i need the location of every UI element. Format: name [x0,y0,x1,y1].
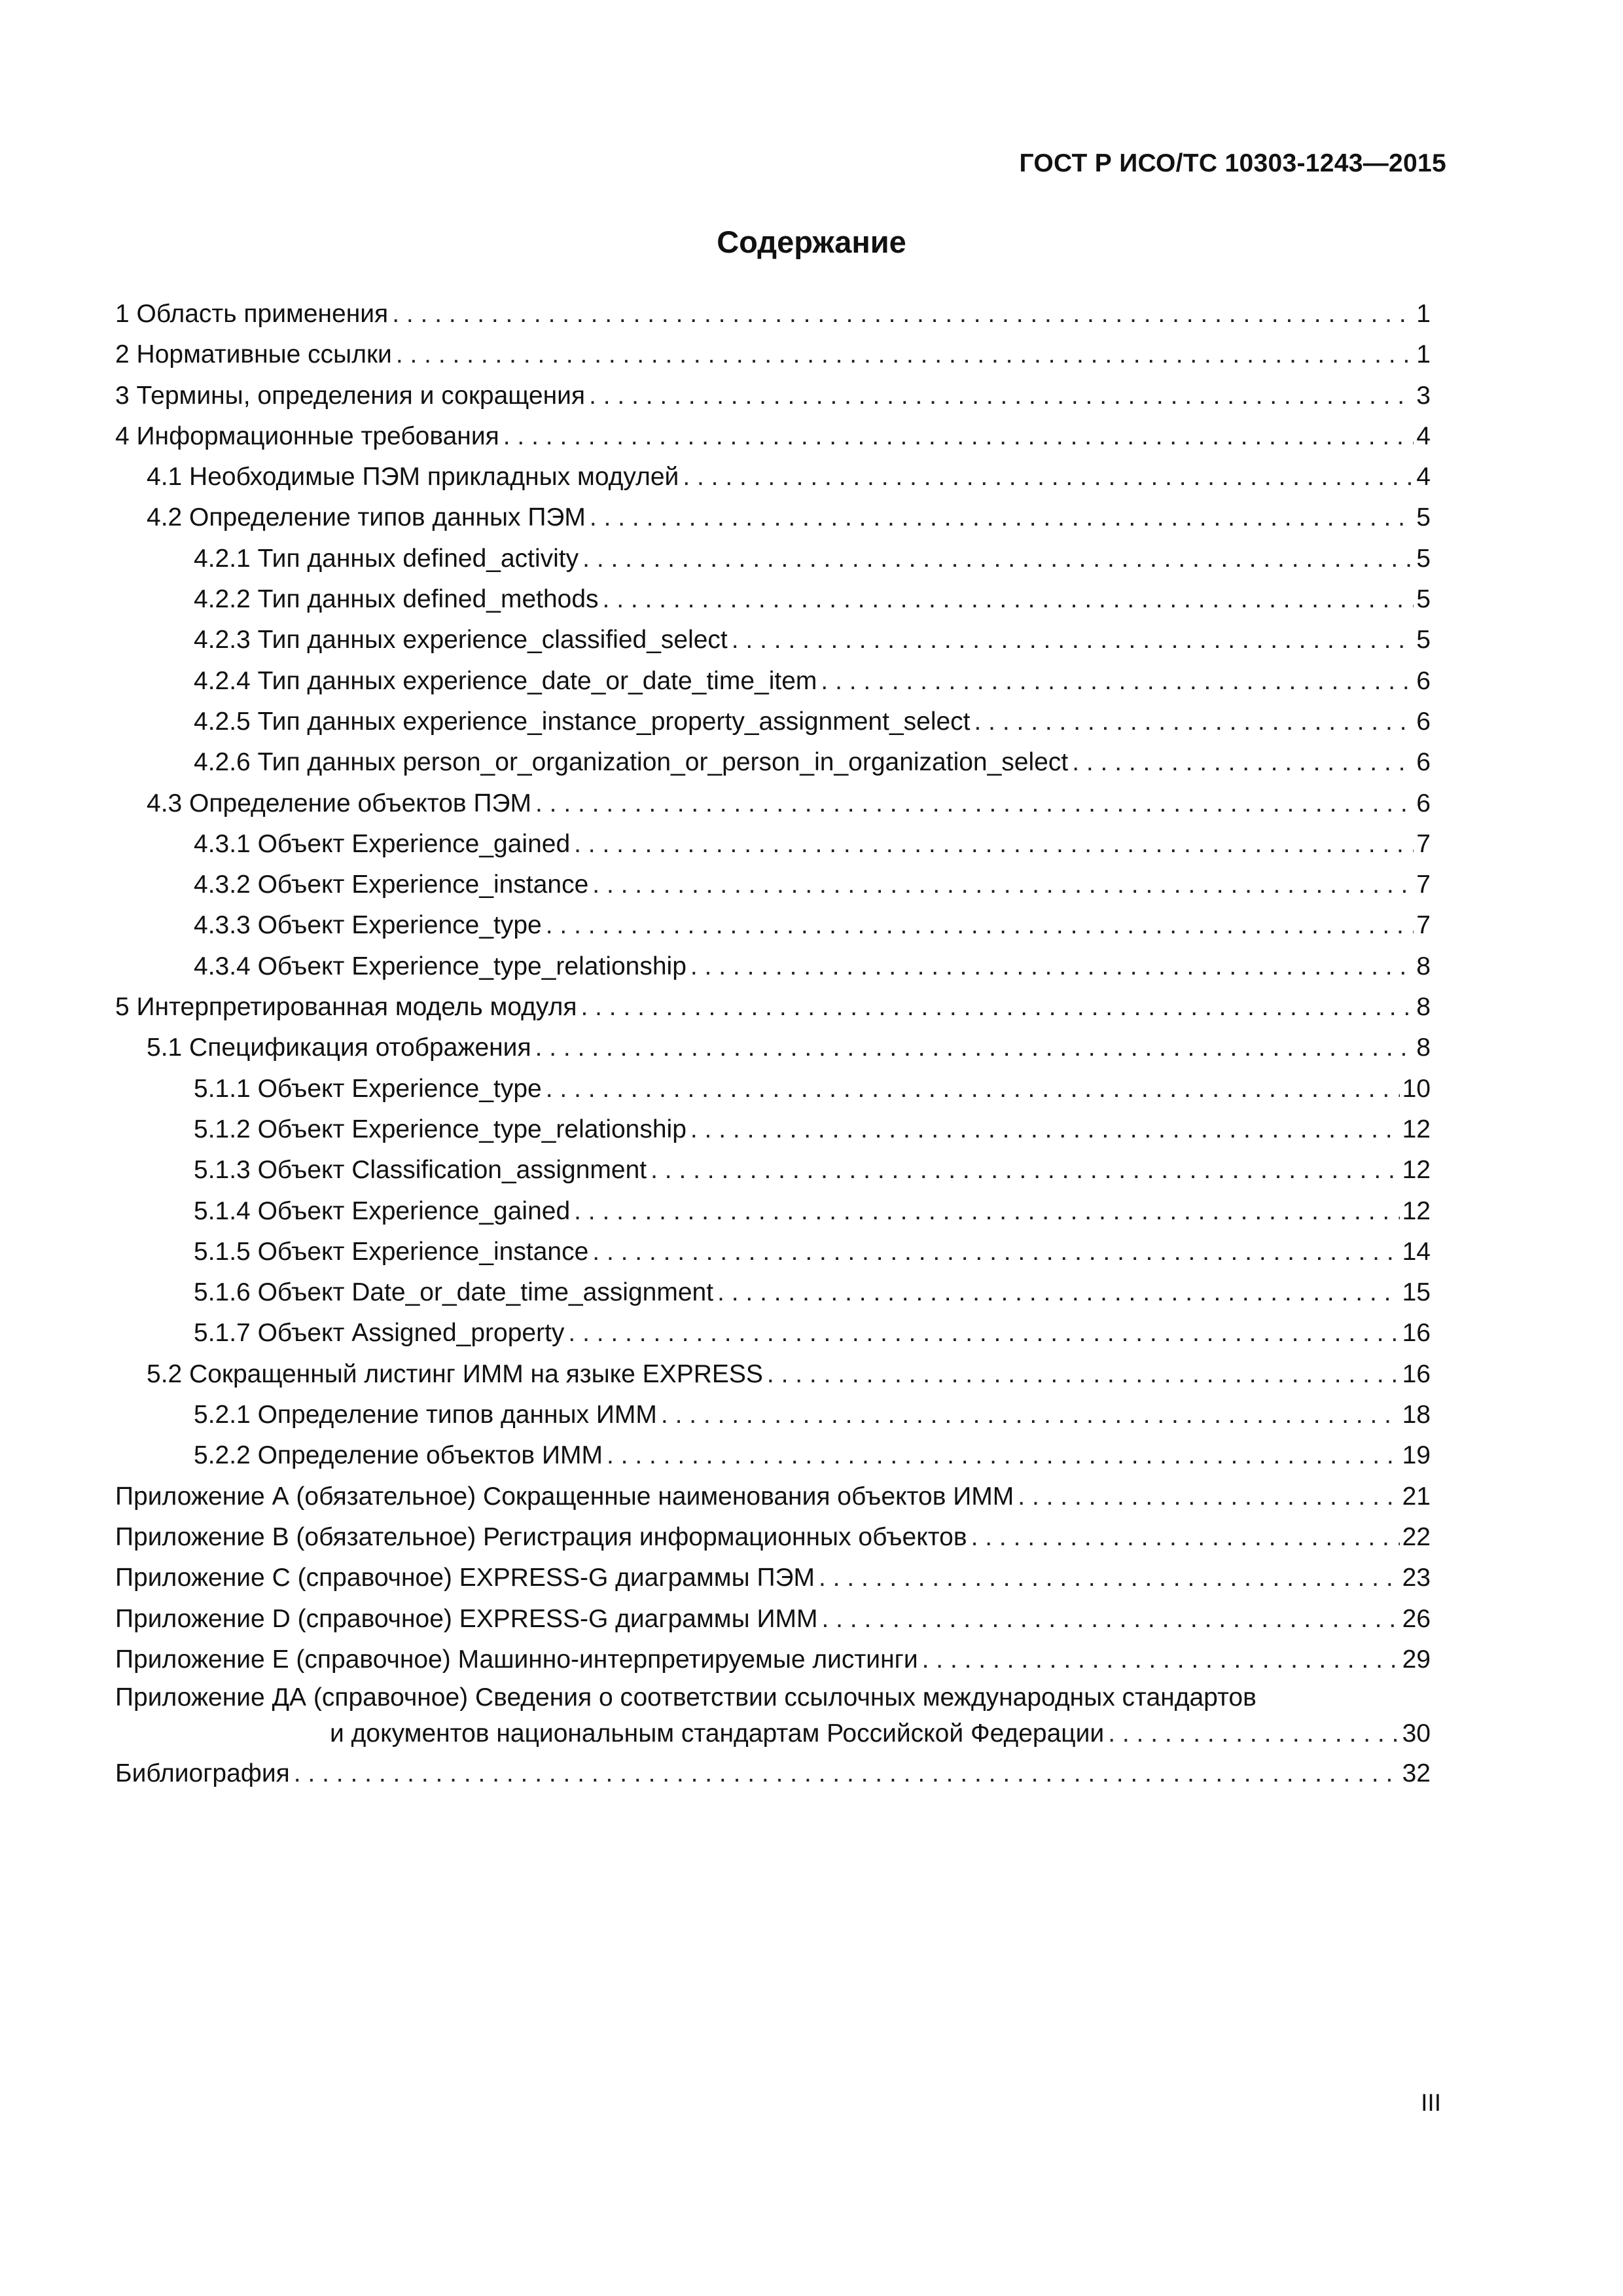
toc-entry[interactable] [115,334,1431,375]
toc-entry-page: 1 [1416,300,1431,328]
dot-leader [1018,1477,1399,1517]
toc-entry-label: Приложение А (обязательное) Сокращенные наименования объектов ИММ [115,1482,1014,1511]
toc-entry-label: 4.2.3 Тип данных experience_classified_select [194,626,728,655]
dot-leader [683,457,1414,497]
dot-leader [590,497,1414,538]
dot-leader [607,1435,1400,1476]
toc-entry[interactable] [115,1109,1431,1150]
toc-entry[interactable] [115,702,1431,742]
toc-entry-label: и документов национальным стандартам Российской Федерации [330,1719,1105,1748]
dot-leader [392,294,1414,334]
toc-entry-page: 8 [1416,1033,1431,1062]
toc-entry-continuation [115,1715,1431,1752]
dot-leader [1072,742,1414,783]
dot-leader [603,579,1414,620]
toc-entry-page: 4 [1416,463,1431,492]
toc-entry-page: 12 [1402,1196,1431,1225]
toc-entry[interactable] [115,294,1431,334]
toc-entry[interactable] [115,416,1431,457]
toc-entry-page: 18 [1402,1401,1431,1429]
dot-leader [592,865,1414,905]
toc-entry-label: Библиография [115,1759,290,1788]
dot-leader [767,1354,1400,1395]
dot-leader [690,1109,1400,1150]
toc-entry[interactable] [115,1191,1431,1232]
toc-entry-page: 6 [1416,666,1431,695]
toc-entry-label: 5.1 Спецификация отображения [147,1033,531,1062]
table-of-contents [115,294,1431,1794]
toc-entry-label: 4.2.1 Тип данных defined_activity [194,544,579,573]
toc-entry-page: 32 [1402,1759,1431,1788]
toc-entry[interactable] [115,1232,1431,1272]
toc-entry[interactable] [115,987,1431,1028]
dot-leader [568,1313,1399,1354]
toc-entry[interactable] [115,620,1431,660]
dot-leader [546,1069,1400,1109]
dot-leader [922,1640,1400,1680]
toc-entry[interactable] [115,579,1431,620]
toc-entry-label: 4.3 Определение объектов ПЭМ [147,789,531,817]
dot-leader [294,1753,1400,1794]
toc-entry-page: 5 [1416,503,1431,532]
toc-entry[interactable] [115,1477,1431,1517]
toc-entry-page: 6 [1416,789,1431,817]
toc-entry-label: 5.1.6 Объект Date_or_date_time_assignment [194,1278,714,1307]
toc-entry-page: 3 [1416,381,1431,410]
dot-leader [535,783,1414,824]
toc-entry-page: 26 [1402,1604,1431,1633]
toc-entry-label: 4.3.1 Объект Experience_gained [194,829,571,858]
toc-entry-label: 5.2.2 Определение объектов ИММ [194,1441,603,1470]
toc-entry-label: Приложение В (обязательное) Регистрация информационных объектов [115,1522,967,1551]
toc-entry-page: 5 [1416,626,1431,655]
toc-entry-label: 5.1.3 Объект Classification_assignment [194,1156,647,1185]
toc-entry-page: 7 [1416,829,1431,858]
toc-entry-page: 1 [1416,340,1431,369]
toc-entry-label: Приложение Е (справочное) Машинно-интерпретируемые листинги [115,1645,918,1674]
dot-leader [574,824,1414,865]
dot-leader [821,661,1414,702]
toc-entry-page: 8 [1416,993,1431,1022]
toc-entry[interactable] [115,1599,1431,1640]
toc-entry-page: 5 [1416,544,1431,573]
toc-entry-label: Приложение D (справочное) EXPRESS-G диаграммы ИММ [115,1604,818,1633]
dot-leader [589,376,1414,416]
toc-entry-page: 16 [1402,1319,1431,1348]
toc-entry-label: 5.1.7 Объект Assigned_property [194,1319,565,1348]
dot-leader [582,539,1414,579]
toc-entry[interactable] [115,1354,1431,1395]
toc-entry-label: 5.1.4 Объект Experience_gained [194,1196,571,1225]
dot-leader [1108,1715,1399,1752]
toc-entry[interactable] [115,376,1431,416]
toc-entry-page: 19 [1402,1441,1431,1470]
toc-entry-page: 12 [1402,1115,1431,1143]
dot-leader [503,416,1414,457]
toc-entry-page: 7 [1416,870,1431,899]
toc-entry-label: 4.3.4 Объект Experience_type_relationship [194,952,687,980]
dot-leader [592,1232,1399,1272]
dot-leader [580,987,1414,1028]
toc-entry[interactable] [115,1640,1431,1680]
toc-entry[interactable] [115,783,1431,824]
toc-entry-label: 5.1.5 Объект Experience_instance [194,1237,589,1266]
toc-entry[interactable] [115,1517,1431,1558]
toc-entry-page: 4 [1416,422,1431,450]
toc-entry-label: 5.2.1 Определение типов данных ИММ [194,1401,657,1429]
dot-leader [974,702,1414,742]
document-code: ГОСТ Р ИСО/ТС 10303-1243—2015 [1019,149,1446,177]
toc-entry-page: 14 [1402,1237,1431,1266]
toc-entry-page: 7 [1416,911,1431,940]
toc-entry-label: 4.2.6 Тип данных person_or_organization_or_person_in_organization_select [194,748,1069,777]
toc-entry-label: 4.2.4 Тип данных experience_date_or_date_time_item [194,666,817,695]
toc-entry-label: 2 Нормативные ссылки [115,340,392,369]
toc-entry-page: 16 [1402,1359,1431,1388]
toc-entry-label: 5.1.1 Объект Experience_type [194,1074,542,1103]
toc-entry-label: 4.2.2 Тип данных defined_methods [194,585,599,614]
toc-entry-page: 22 [1402,1522,1431,1551]
toc-entry-page: 21 [1402,1482,1431,1511]
toc-entry[interactable] [115,661,1431,702]
dot-leader [821,1599,1399,1640]
dot-leader [661,1395,1400,1435]
toc-entry-page: 8 [1416,952,1431,980]
page-number: III [1421,2089,1441,2116]
toc-entry-label: 1 Область применения [115,300,389,328]
toc-entry[interactable] [115,1435,1431,1476]
toc-entry-label: 4 Информационные требования [115,422,499,450]
toc-entry-page: 23 [1402,1564,1431,1592]
dot-leader [574,1191,1399,1232]
dot-leader [690,946,1414,987]
dot-leader [535,1028,1414,1068]
toc-entry-label: 4.2.5 Тип данных experience_instance_property_assignment_select [194,707,971,736]
dot-leader [732,620,1414,660]
toc-entry-label: 4.2 Определение типов данных ПЭМ [147,503,586,532]
toc-entry-label: 4.1 Необходимые ПЭМ прикладных модулей [147,463,679,492]
toc-entry-label: Приложение С (справочное) EXPRESS-G диаграммы ПЭМ [115,1564,815,1592]
dot-leader [396,334,1414,375]
toc-entry[interactable] [115,1313,1431,1354]
dot-leader [651,1150,1400,1191]
dot-leader [819,1558,1400,1598]
toc-entry-page: 6 [1416,707,1431,736]
toc-entry-page: 6 [1416,748,1431,777]
toc-entry[interactable] [115,1069,1431,1109]
toc-entry-page: 5 [1416,585,1431,614]
toc-title: Содержание [717,224,906,259]
dot-leader [971,1517,1400,1558]
toc-entry[interactable] [115,1558,1431,1598]
dot-leader [546,905,1414,946]
toc-entry-label: 5.2 Сокращенный листинг ИММ на языке EXPRESS [147,1359,763,1388]
toc-entry[interactable] [115,497,1431,538]
toc-entry-label: Приложение ДА (справочное) Сведения о соответствии ссылочных международных стандартов [115,1683,1257,1712]
toc-entry-label: 5.1.2 Объект Experience_type_relationship [194,1115,687,1143]
toc-entry[interactable] [115,865,1431,905]
toc-entry[interactable] [115,457,1431,497]
toc-entry-page: 30 [1402,1719,1431,1748]
toc-entry[interactable] [115,946,1431,987]
toc-entry-page: 15 [1402,1278,1431,1307]
dot-leader [717,1272,1400,1313]
toc-entry[interactable] [115,905,1431,946]
toc-entry-bibliography[interactable] [115,1753,1431,1794]
toc-entry-page: 12 [1402,1156,1431,1185]
toc-entry[interactable] [115,1150,1431,1191]
toc-entry[interactable] [115,1395,1431,1435]
toc-entry[interactable] [115,824,1431,865]
toc-entry[interactable] [115,742,1431,783]
toc-entry-page: 10 [1402,1074,1431,1103]
toc-entry[interactable] [115,1272,1431,1313]
toc-entry[interactable] [115,539,1431,579]
toc-entry-appendix-da[interactable] [115,1680,1431,1753]
toc-entry-label: 5 Интерпретированная модель модуля [115,993,577,1022]
toc-entry-label: 4.3.3 Объект Experience_type [194,911,542,940]
toc-entry-page: 29 [1402,1645,1431,1674]
toc-entry[interactable] [115,1028,1431,1068]
toc-entry-label: 4.3.2 Объект Experience_instance [194,870,589,899]
toc-entry-label: 3 Термины, определения и сокращения [115,381,586,410]
